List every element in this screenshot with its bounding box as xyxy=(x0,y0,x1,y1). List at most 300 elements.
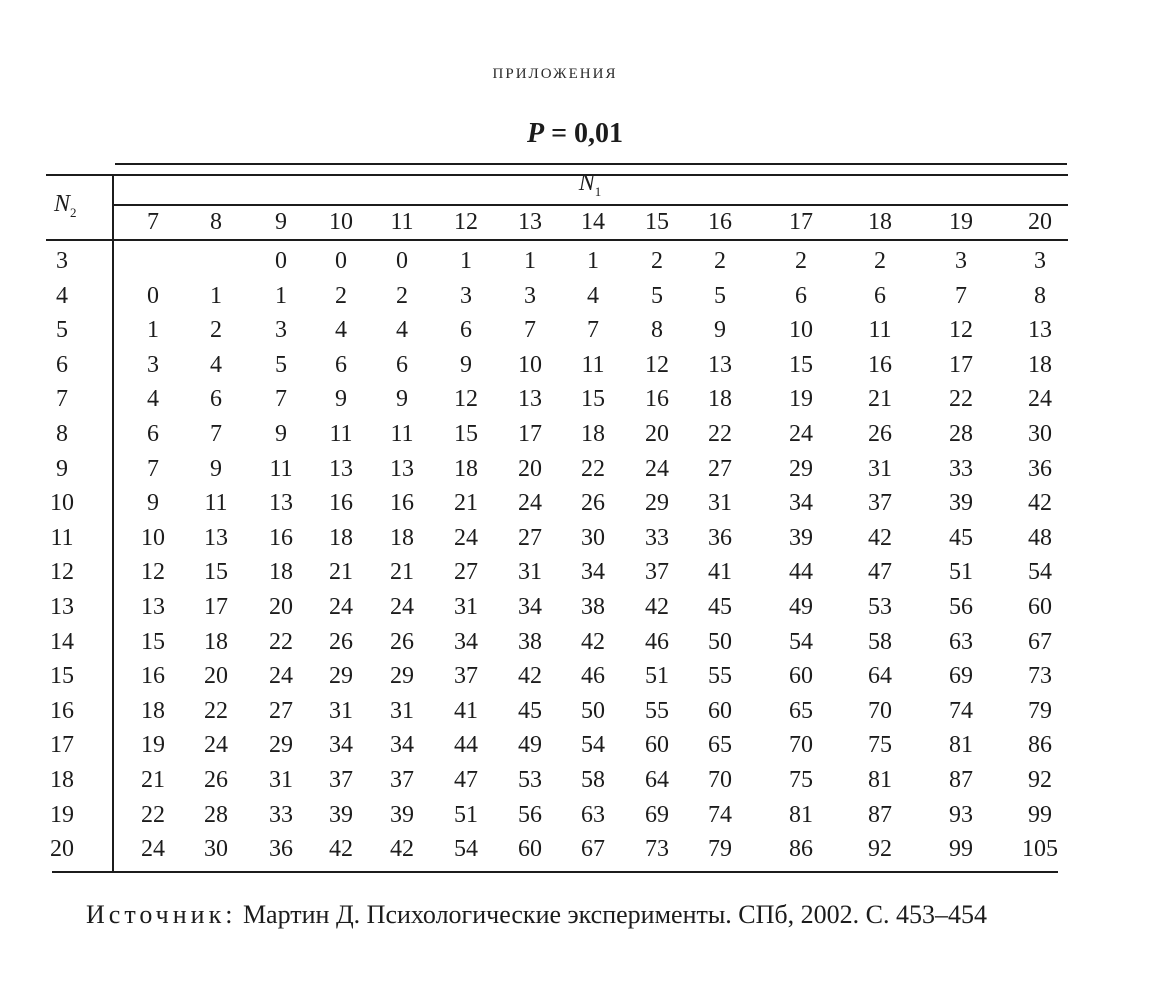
table-cell: 49 xyxy=(518,732,542,759)
table-cell: 45 xyxy=(949,524,973,551)
table-cell: 6 xyxy=(795,282,807,309)
table-cell: 13 xyxy=(269,490,293,517)
table-cell: 81 xyxy=(789,801,813,828)
table-cell: 18 xyxy=(204,628,228,655)
table-cell: 7 xyxy=(955,282,967,309)
table-cell: 29 xyxy=(269,732,293,759)
table-cell: 18 xyxy=(454,455,478,482)
column-header-n1: 20 xyxy=(1028,209,1052,235)
table-cell: 21 xyxy=(868,386,892,413)
table-cell: 27 xyxy=(708,455,732,482)
table-cell: 33 xyxy=(645,524,669,551)
table-cell: 20 xyxy=(518,455,542,482)
column-header-n1: 17 xyxy=(789,209,813,235)
source-label: Источник: xyxy=(86,900,237,929)
table-cell: 60 xyxy=(518,836,542,863)
table-cell: 28 xyxy=(949,421,973,447)
table-cell: 6 xyxy=(210,386,222,413)
table-cell: 9 xyxy=(147,490,159,517)
table-cell: 18 xyxy=(708,386,732,413)
header-bottom-rule xyxy=(46,239,1068,241)
table-cell: 34 xyxy=(454,628,478,655)
row-header-n2: 20 xyxy=(50,836,74,863)
table-cell: 37 xyxy=(868,490,892,517)
table-cell: 22 xyxy=(581,455,605,482)
table-cell: 13 xyxy=(329,455,353,482)
table-cell: 64 xyxy=(868,663,892,690)
row-header-n2: 3 xyxy=(56,248,68,274)
table-cell: 16 xyxy=(141,663,165,690)
table-cell: 24 xyxy=(1028,386,1052,413)
row-header-n2: 10 xyxy=(50,490,74,517)
table-cell: 34 xyxy=(390,732,414,759)
table-cell: 54 xyxy=(454,836,478,863)
table-cell: 19 xyxy=(789,386,813,413)
table-cell: 53 xyxy=(868,594,892,620)
title-value: = 0,01 xyxy=(544,118,624,149)
table-cell: 26 xyxy=(390,628,414,655)
table-cell: 4 xyxy=(587,282,599,309)
table-cell: 3 xyxy=(955,248,967,274)
table-cell: 24 xyxy=(645,455,669,482)
table-cell: 60 xyxy=(708,697,732,724)
table-cell: 56 xyxy=(518,801,542,828)
table-cell: 42 xyxy=(1028,490,1052,517)
table-cell: 6 xyxy=(147,421,159,447)
table-cell: 54 xyxy=(789,628,813,655)
table-cell: 2 xyxy=(714,248,726,274)
table-title xyxy=(0,118,1150,150)
row-header-n2: 13 xyxy=(50,594,74,620)
table-cell: 70 xyxy=(789,732,813,759)
table-cell: 47 xyxy=(454,767,478,793)
table-cell: 46 xyxy=(581,663,605,690)
table-cell: 9 xyxy=(460,351,472,378)
source-note xyxy=(48,898,1128,932)
table-cell: 7 xyxy=(147,455,159,482)
table-cell: 13 xyxy=(1028,317,1052,344)
row-header-n2: 17 xyxy=(50,732,74,759)
table-cell: 69 xyxy=(645,801,669,828)
table-cell: 11 xyxy=(329,421,353,447)
table-cell: 11 xyxy=(390,421,414,447)
table-cell: 27 xyxy=(454,559,478,586)
table-cell: 20 xyxy=(204,663,228,690)
table-cell: 49 xyxy=(789,594,813,620)
table-cell: 5 xyxy=(275,351,287,378)
table-cell: 87 xyxy=(868,801,892,828)
table-cell: 15 xyxy=(454,421,478,447)
n1-header xyxy=(560,170,620,200)
row-header-n2: 6 xyxy=(56,351,68,378)
table-cell: 15 xyxy=(141,628,165,655)
table-cell: 75 xyxy=(789,767,813,793)
table-cell: 2 xyxy=(335,282,347,309)
table-cell: 28 xyxy=(204,801,228,828)
n1-header-subscript: 1 xyxy=(594,183,602,199)
table-cell: 45 xyxy=(708,594,732,620)
table-cell: 11 xyxy=(868,317,892,344)
n1-subheader-rule xyxy=(112,204,1068,206)
table-cell: 55 xyxy=(708,663,732,690)
column-header-n1: 19 xyxy=(949,209,973,235)
table-cell: 44 xyxy=(789,559,813,586)
table-cell: 3 xyxy=(524,282,536,309)
table-cell: 7 xyxy=(210,421,222,447)
table-cell: 13 xyxy=(708,351,732,378)
table-cell: 63 xyxy=(949,628,973,655)
table-cell: 37 xyxy=(390,767,414,793)
table-cell: 65 xyxy=(789,697,813,724)
n1-header-letter: N xyxy=(578,170,595,196)
table-cell: 0 xyxy=(396,248,408,274)
column-header-n1: 9 xyxy=(275,209,287,235)
table-cell: 24 xyxy=(454,524,478,551)
table-cell: 50 xyxy=(708,628,732,655)
table-cell: 73 xyxy=(1028,663,1052,690)
table-cell: 15 xyxy=(789,351,813,378)
table-cell: 19 xyxy=(141,732,165,759)
page-header: ПРИЛОЖЕНИЯ xyxy=(492,66,618,82)
table-cell: 29 xyxy=(390,663,414,690)
table-cell: 21 xyxy=(454,490,478,517)
table-cell: 12 xyxy=(645,351,669,378)
table-cell: 15 xyxy=(204,559,228,586)
table-cell: 30 xyxy=(581,524,605,551)
table-cell: 6 xyxy=(874,282,886,309)
table-cell: 12 xyxy=(454,386,478,413)
table-cell: 2 xyxy=(210,317,222,344)
source-text: Мартин Д. Психологические эксперименты. СПб, 2002. С. 453–454 xyxy=(236,900,987,929)
table-cell: 42 xyxy=(868,524,892,551)
table-cell: 1 xyxy=(460,248,472,274)
table-cell: 42 xyxy=(329,836,353,863)
title-variable: P xyxy=(526,118,545,149)
table-cell: 9 xyxy=(335,386,347,413)
column-header-n1: 10 xyxy=(329,209,353,235)
column-header-n1: 16 xyxy=(708,209,732,235)
table-cell: 18 xyxy=(390,524,414,551)
table-cell: 21 xyxy=(390,559,414,586)
table-cell: 26 xyxy=(868,421,892,447)
table-cell: 60 xyxy=(789,663,813,690)
table-cell: 33 xyxy=(269,801,293,828)
table-cell: 60 xyxy=(1028,594,1052,620)
table-cell: 24 xyxy=(141,836,165,863)
table-cell: 4 xyxy=(147,386,159,413)
table-cell: 1 xyxy=(147,317,159,344)
table-cell: 2 xyxy=(651,248,663,274)
table-cell: 46 xyxy=(645,628,669,655)
table-cell: 1 xyxy=(210,282,222,309)
table-cell: 41 xyxy=(708,559,732,586)
table-cell: 81 xyxy=(868,767,892,793)
table-cell: 67 xyxy=(581,836,605,863)
table-cell: 4 xyxy=(396,317,408,344)
table-cell: 54 xyxy=(1028,559,1052,586)
table-cell: 29 xyxy=(329,663,353,690)
table-cell: 55 xyxy=(645,697,669,724)
table-cell: 34 xyxy=(329,732,353,759)
column-header-n1: 13 xyxy=(518,209,542,235)
table-cell: 41 xyxy=(454,697,478,724)
table-cell: 34 xyxy=(581,559,605,586)
table-cell: 8 xyxy=(651,317,663,344)
row-header-n2: 18 xyxy=(50,767,74,793)
table-cell: 105 xyxy=(1022,836,1058,863)
table-cell: 99 xyxy=(949,836,973,863)
table-cell: 38 xyxy=(518,628,542,655)
row-header-n2: 4 xyxy=(56,282,68,309)
table-cell: 38 xyxy=(581,594,605,620)
table-cell: 24 xyxy=(204,732,228,759)
table-cell: 42 xyxy=(645,594,669,620)
table-cell: 6 xyxy=(335,351,347,378)
table-cell: 24 xyxy=(329,594,353,620)
table-cell: 12 xyxy=(949,317,973,344)
table-cell: 7 xyxy=(587,317,599,344)
table-cell: 6 xyxy=(396,351,408,378)
table-cell: 21 xyxy=(141,767,165,793)
row-header-n2: 11 xyxy=(50,524,74,551)
table-cell: 3 xyxy=(460,282,472,309)
table-cell: 15 xyxy=(581,386,605,413)
table-cell: 31 xyxy=(329,697,353,724)
table-cell: 22 xyxy=(269,628,293,655)
table-cell: 9 xyxy=(714,317,726,344)
table-cell: 9 xyxy=(210,455,222,482)
row-header-n2: 16 xyxy=(50,697,74,724)
table-cell: 0 xyxy=(335,248,347,274)
table-cell: 3 xyxy=(275,317,287,344)
table-cell: 4 xyxy=(335,317,347,344)
column-header-n1: 14 xyxy=(581,209,605,235)
table-cell: 42 xyxy=(581,628,605,655)
table-cell: 31 xyxy=(390,697,414,724)
table-cell: 22 xyxy=(949,386,973,413)
table-cell: 17 xyxy=(518,421,542,447)
table-cell: 18 xyxy=(329,524,353,551)
table-cell: 18 xyxy=(581,421,605,447)
table-cell: 75 xyxy=(868,732,892,759)
table-cell: 79 xyxy=(1028,697,1052,724)
table-cell: 24 xyxy=(269,663,293,690)
table-cell: 87 xyxy=(949,767,973,793)
table-cell: 39 xyxy=(789,524,813,551)
table-cell: 42 xyxy=(390,836,414,863)
table-cell: 93 xyxy=(949,801,973,828)
table-cell: 74 xyxy=(949,697,973,724)
table-cell: 36 xyxy=(1028,455,1052,482)
table-cell: 2 xyxy=(396,282,408,309)
table-cell: 30 xyxy=(204,836,228,863)
table-cell: 48 xyxy=(1028,524,1052,551)
table-cell: 45 xyxy=(518,697,542,724)
table-cell: 30 xyxy=(1028,421,1052,447)
column-header-n1: 18 xyxy=(868,209,892,235)
table-cell: 13 xyxy=(390,455,414,482)
table-cell: 50 xyxy=(581,697,605,724)
table-cell: 0 xyxy=(147,282,159,309)
table-cell: 58 xyxy=(868,628,892,655)
table-cell: 42 xyxy=(518,663,542,690)
row-header-n2: 9 xyxy=(56,455,68,482)
table-cell: 44 xyxy=(454,732,478,759)
table-cell: 34 xyxy=(789,490,813,517)
table-upper-rule xyxy=(46,174,1068,176)
table-cell: 86 xyxy=(1028,732,1052,759)
table-cell: 6 xyxy=(460,317,472,344)
table-cell: 5 xyxy=(714,282,726,309)
table-cell: 11 xyxy=(269,455,293,482)
table-cell: 67 xyxy=(1028,628,1052,655)
table-cell: 39 xyxy=(329,801,353,828)
table-cell: 29 xyxy=(645,490,669,517)
table-cell: 73 xyxy=(645,836,669,863)
table-cell: 37 xyxy=(645,559,669,586)
table-cell: 3 xyxy=(1034,248,1046,274)
table-cell: 39 xyxy=(949,490,973,517)
row-header-n2: 5 xyxy=(56,317,68,344)
table-cell: 3 xyxy=(147,351,159,378)
table-cell: 20 xyxy=(269,594,293,620)
table-cell: 0 xyxy=(275,248,287,274)
table-cell: 24 xyxy=(518,490,542,517)
table-cell: 22 xyxy=(141,801,165,828)
table-cell: 31 xyxy=(868,455,892,482)
table-cell: 1 xyxy=(524,248,536,274)
table-cell: 5 xyxy=(651,282,663,309)
table-cell: 24 xyxy=(390,594,414,620)
table-cell: 1 xyxy=(275,282,287,309)
table-cell: 16 xyxy=(868,351,892,378)
table-cell: 70 xyxy=(868,697,892,724)
table-cell: 58 xyxy=(581,767,605,793)
table-cell: 16 xyxy=(390,490,414,517)
table-cell: 17 xyxy=(949,351,973,378)
row-header-vertical-rule xyxy=(112,175,114,873)
column-header-n1: 11 xyxy=(390,209,414,235)
table-cell: 36 xyxy=(708,524,732,551)
table-cell: 17 xyxy=(204,594,228,620)
table-cell: 70 xyxy=(708,767,732,793)
table-cell: 10 xyxy=(518,351,542,378)
column-header-n1: 7 xyxy=(147,209,159,235)
table-cell: 2 xyxy=(795,248,807,274)
column-header-n1: 15 xyxy=(645,209,669,235)
table-cell: 4 xyxy=(210,351,222,378)
table-bottom-rule xyxy=(52,871,1058,873)
row-header-n2: 8 xyxy=(56,421,68,447)
table-cell: 13 xyxy=(518,386,542,413)
table-cell: 31 xyxy=(708,490,732,517)
table-cell: 7 xyxy=(275,386,287,413)
table-cell: 33 xyxy=(949,455,973,482)
row-header-n2: 19 xyxy=(50,801,74,828)
table-cell: 12 xyxy=(141,559,165,586)
table-cell: 69 xyxy=(949,663,973,690)
table-cell: 10 xyxy=(141,524,165,551)
table-cell: 79 xyxy=(708,836,732,863)
table-cell: 9 xyxy=(275,421,287,447)
table-cell: 63 xyxy=(581,801,605,828)
table-cell: 29 xyxy=(789,455,813,482)
table-cell: 18 xyxy=(269,559,293,586)
table-cell: 65 xyxy=(708,732,732,759)
table-cell: 34 xyxy=(518,594,542,620)
table-cell: 37 xyxy=(329,767,353,793)
table-cell: 39 xyxy=(390,801,414,828)
row-header-n2: 15 xyxy=(50,663,74,690)
table-cell: 92 xyxy=(1028,767,1052,793)
n2-header xyxy=(54,191,104,221)
table-cell: 27 xyxy=(269,697,293,724)
table-cell: 21 xyxy=(329,559,353,586)
table-cell: 47 xyxy=(868,559,892,586)
table-cell: 53 xyxy=(518,767,542,793)
table-cell: 31 xyxy=(269,767,293,793)
table-cell: 18 xyxy=(141,697,165,724)
table-cell: 31 xyxy=(518,559,542,586)
column-header-n1: 8 xyxy=(210,209,222,235)
table-cell: 81 xyxy=(949,732,973,759)
row-header-n2: 7 xyxy=(56,386,68,413)
table-cell: 24 xyxy=(789,421,813,447)
table-cell: 13 xyxy=(141,594,165,620)
table-cell: 51 xyxy=(949,559,973,586)
table-cell: 36 xyxy=(269,836,293,863)
row-header-n2: 14 xyxy=(50,628,74,655)
table-cell: 37 xyxy=(454,663,478,690)
n2-header-letter: N xyxy=(54,191,71,217)
table-cell: 64 xyxy=(645,767,669,793)
table-cell: 2 xyxy=(874,248,886,274)
table-cell: 13 xyxy=(204,524,228,551)
table-cell: 9 xyxy=(396,386,408,413)
table-cell: 22 xyxy=(708,421,732,447)
table-cell: 16 xyxy=(329,490,353,517)
table-cell: 86 xyxy=(789,836,813,863)
table-cell: 20 xyxy=(645,421,669,447)
table-cell: 51 xyxy=(645,663,669,690)
n2-header-subscript: 2 xyxy=(70,204,77,220)
table-cell: 51 xyxy=(454,801,478,828)
table-cell: 16 xyxy=(645,386,669,413)
table-cell: 56 xyxy=(949,594,973,620)
table-cell: 22 xyxy=(204,697,228,724)
table-cell: 60 xyxy=(645,732,669,759)
table-cell: 31 xyxy=(454,594,478,620)
table-cell: 10 xyxy=(789,317,813,344)
table-cell: 16 xyxy=(269,524,293,551)
table-cell: 7 xyxy=(524,317,536,344)
table-cell: 27 xyxy=(518,524,542,551)
row-header-n2: 12 xyxy=(50,559,74,586)
table-cell: 11 xyxy=(581,351,605,378)
table-cell: 18 xyxy=(1028,351,1052,378)
table-cell: 11 xyxy=(204,490,228,517)
table-cell: 26 xyxy=(329,628,353,655)
table-cell: 1 xyxy=(587,248,599,274)
table-cell: 74 xyxy=(708,801,732,828)
table-cell: 26 xyxy=(581,490,605,517)
table-cell: 26 xyxy=(204,767,228,793)
table-top-rule xyxy=(115,163,1067,165)
table-cell: 99 xyxy=(1028,801,1052,828)
table-cell: 92 xyxy=(868,836,892,863)
table-cell: 8 xyxy=(1034,282,1046,309)
column-header-n1: 12 xyxy=(454,209,478,235)
